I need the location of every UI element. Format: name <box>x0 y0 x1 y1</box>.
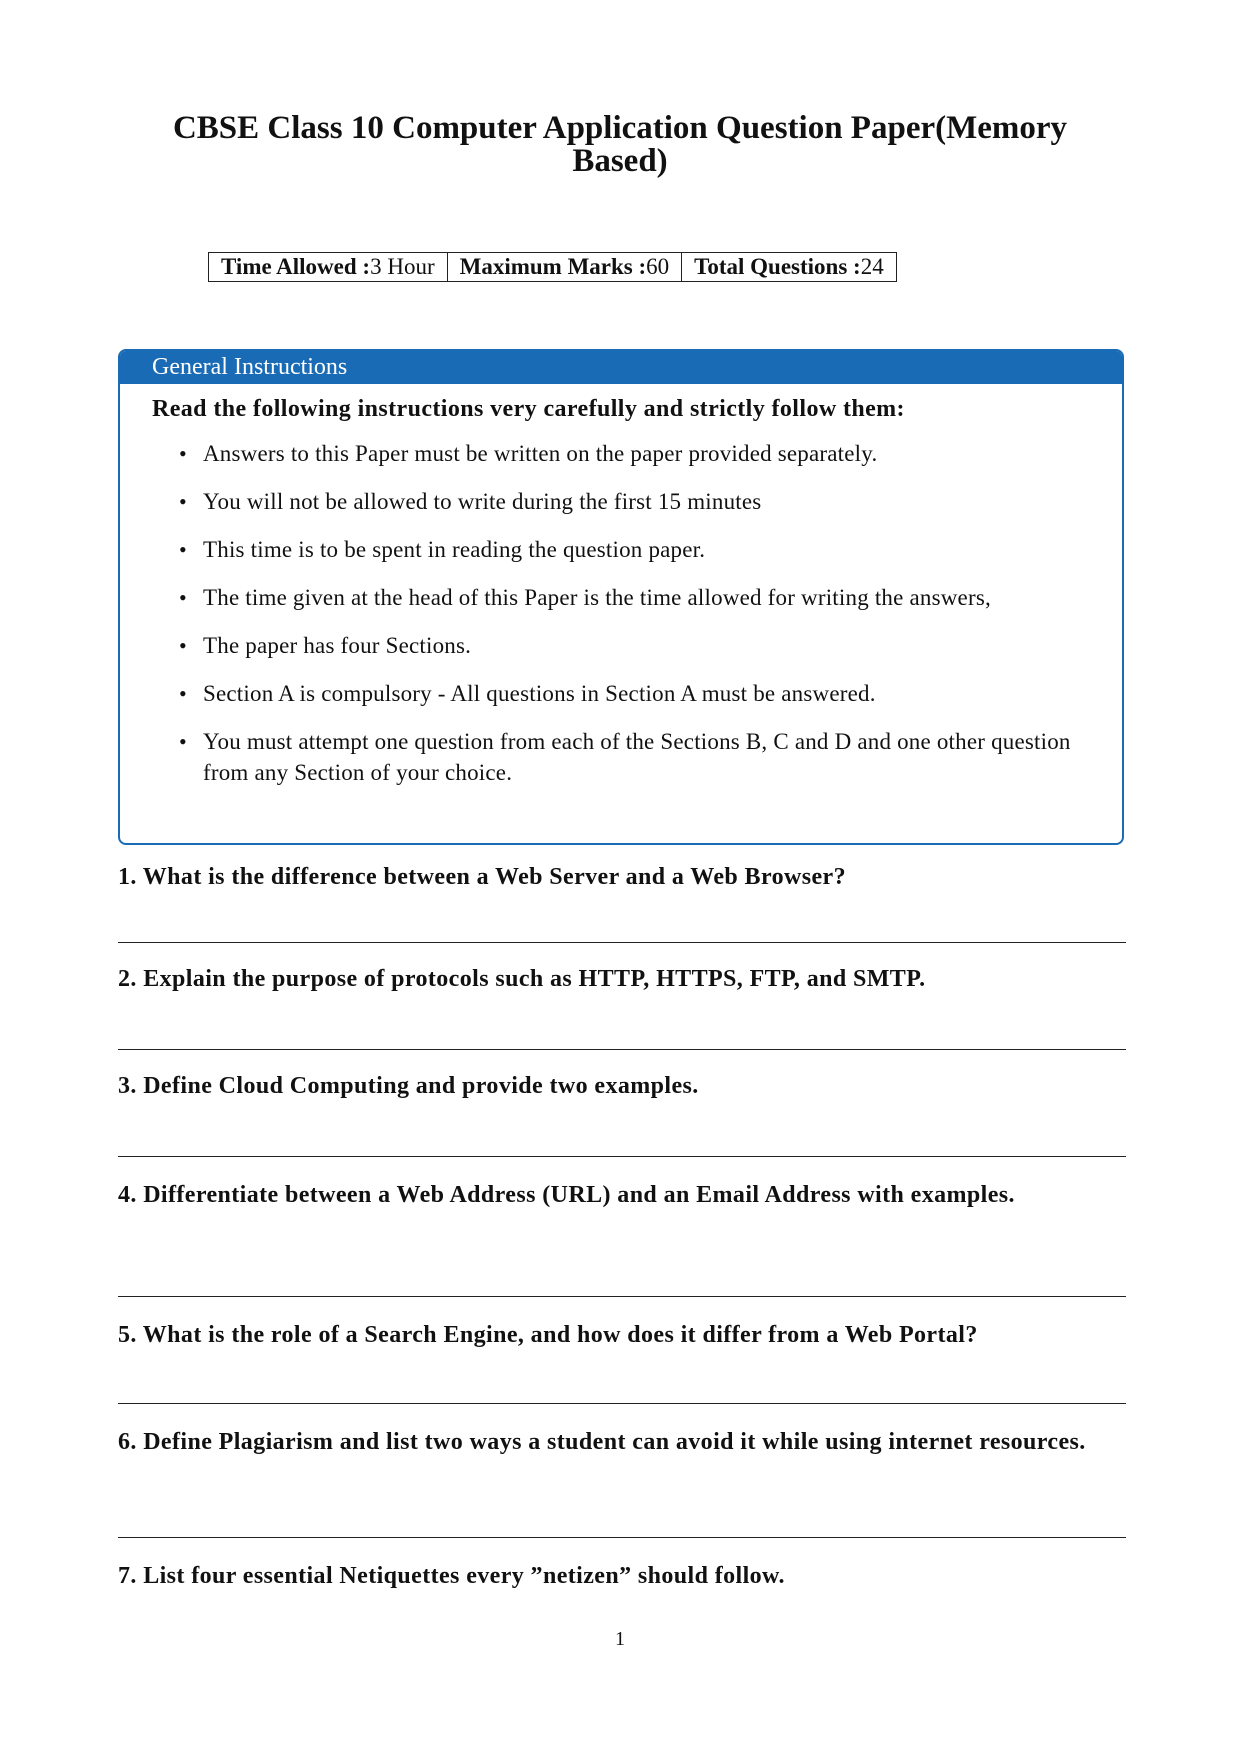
bullet-icon: • <box>179 537 187 562</box>
question-2: 2. Explain the purpose of protocols such as HTTP, HTTPS, FTP, and SMTP. <box>118 966 926 992</box>
instruction-item: • You must attempt one question from each of the Sections B, C and D and one other question from any Section of your choice. <box>203 726 1082 788</box>
instructions-list <box>120 438 1122 788</box>
bullet-icon: • <box>179 633 187 658</box>
question-4: 4. Differentiate between a Web Address (URL) and an Email Address with examples. <box>118 1182 1015 1208</box>
time-allowed-label: Time Allowed : <box>221 254 371 279</box>
maximum-marks-value: 60 <box>646 254 670 279</box>
answer-line <box>118 1156 1126 1157</box>
answer-line <box>118 942 1126 943</box>
question-1: 1. What is the difference between a Web Server and a Web Browser? <box>118 864 846 890</box>
general-instructions-box <box>118 349 1124 845</box>
answer-line <box>118 1296 1126 1297</box>
question-3: 3. Define Cloud Computing and provide two examples. <box>118 1073 699 1099</box>
instruction-item: • Answers to this Paper must be written on the paper provided separately. <box>203 438 1082 469</box>
question-7: 7. List four essential Netiquettes every ”netizen” should follow. <box>118 1563 785 1589</box>
total-questions-cell <box>682 253 897 282</box>
answer-line <box>118 1403 1126 1404</box>
question-5: 5. What is the role of a Search Engine, and how does it differ from a Web Portal? <box>118 1322 978 1348</box>
bullet-icon: • <box>179 729 187 754</box>
instruction-item: • The time given at the head of this Paper is the time allowed for writing the answers, <box>203 582 1082 613</box>
maximum-marks-label: Maximum Marks : <box>459 254 647 279</box>
instructions-header: General Instructions <box>120 351 1122 384</box>
bullet-icon: • <box>179 681 187 706</box>
instruction-item: • You will not be allowed to write during the first 15 minutes <box>203 486 1082 517</box>
question-6: 6. Define Plagiarism and list two ways a student can avoid it while using internet resources. <box>118 1429 1086 1455</box>
page-title: CBSE Class 10 Computer Application Question Paper(Memory Based) <box>172 110 1068 179</box>
page-number: 1 <box>615 1628 625 1650</box>
instructions-lead: Read the following instructions very carefully and strictly follow them: <box>152 396 905 422</box>
exam-info-table <box>208 252 897 282</box>
instruction-item: • The paper has four Sections. <box>203 630 1082 661</box>
bullet-icon: • <box>179 441 187 466</box>
total-questions-value: 24 <box>860 254 884 279</box>
instruction-item: • Section A is compulsory - All questions in Section A must be answered. <box>203 678 1082 709</box>
time-allowed-cell <box>209 253 448 282</box>
answer-line <box>118 1049 1126 1050</box>
instruction-item: • This time is to be spent in reading the question paper. <box>203 534 1082 565</box>
maximum-marks-cell <box>447 253 682 282</box>
bullet-icon: • <box>179 585 187 610</box>
answer-line <box>118 1537 1126 1538</box>
time-allowed-value: 3 Hour <box>370 254 435 279</box>
bullet-icon: • <box>179 489 187 514</box>
total-questions-label: Total Questions : <box>694 254 861 279</box>
